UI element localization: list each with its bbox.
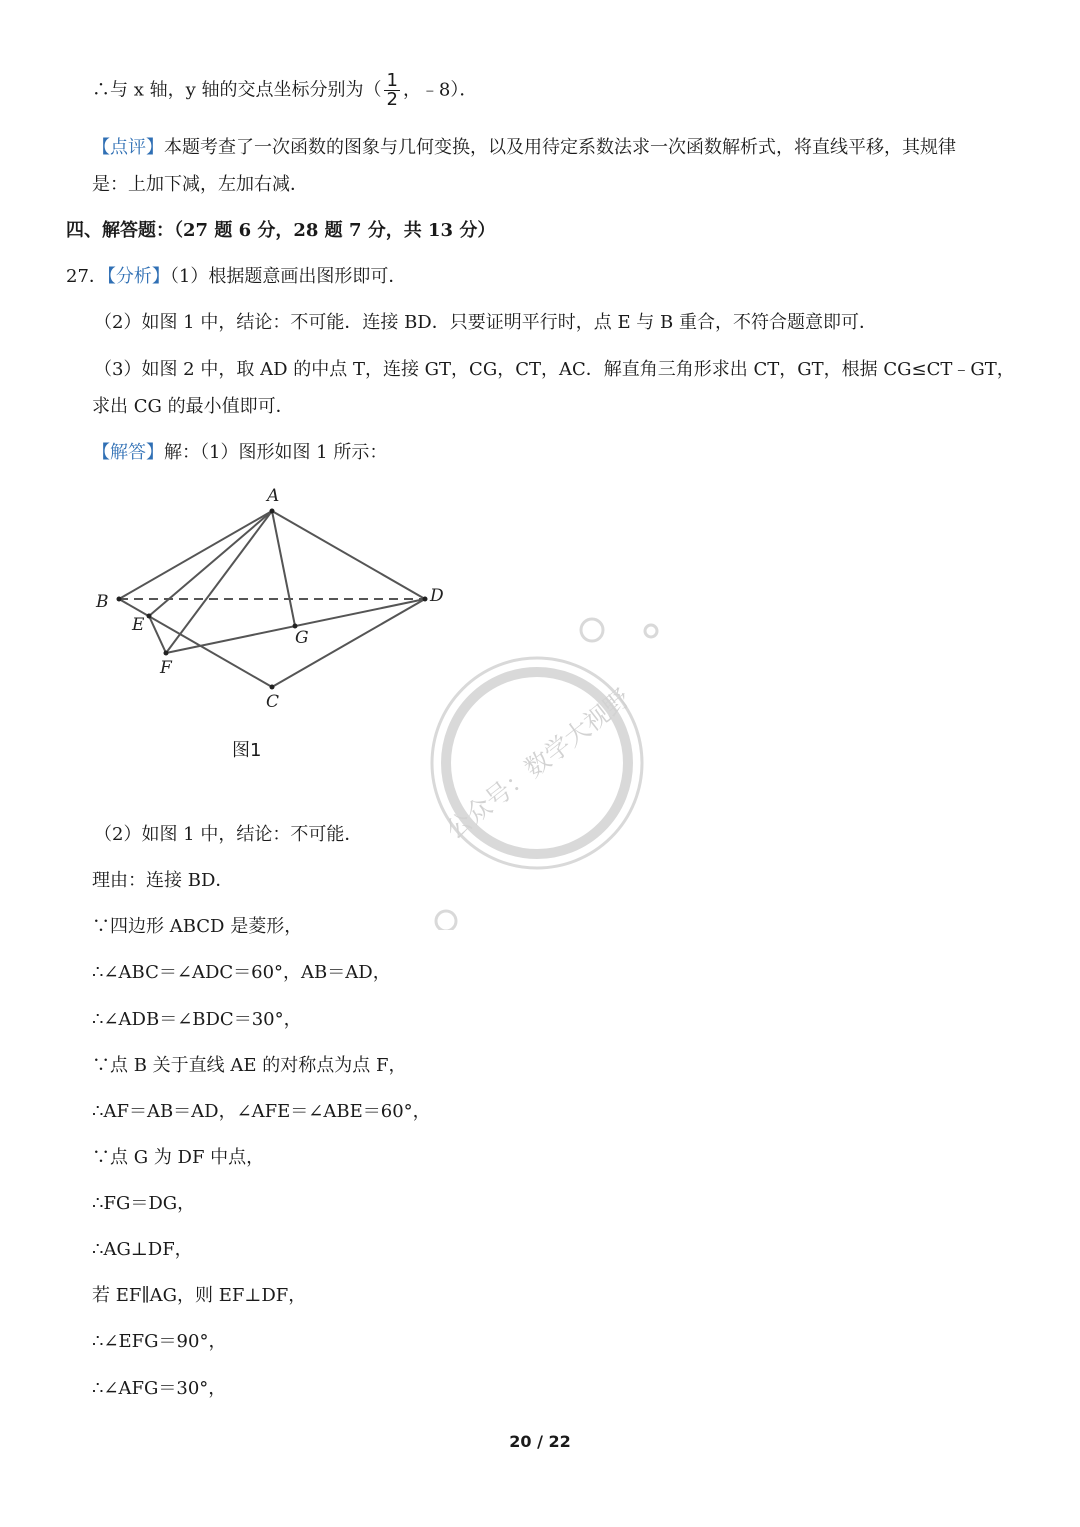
point-e [147,614,152,619]
comment-tag: 【点评】 [92,137,164,158]
point-b [117,597,122,602]
solution-line-6: ∴∠ADB＝∠BDC＝30°， [92,1009,302,1030]
comment-line [92,136,956,160]
analysis-3: （3）如图 2 中，取 AD 的中点 T，连接 GT，CG，CT，AC．解直角三角形求出 CT，GT，根据 CG≤CT﹣GT， [94,359,1015,380]
solution-line-9: ∵点 G 为 DF 中点， [92,1147,265,1168]
solution-line-2: （2）如图 1 中，结论：不可能． [94,824,363,845]
question-27-analysis [66,265,406,289]
intercept-text: ∴与 x 轴，y 轴的交点坐标分别为（ [92,79,382,101]
segment-ae [149,511,272,616]
point-a [270,509,275,514]
answer-line [92,441,387,465]
watermark-text: 公众号：数学大视野 [440,683,636,845]
label-d: D [430,586,444,606]
watermark-seal [420,600,680,930]
label-c: C [266,692,280,712]
label-a: A [267,486,280,506]
analysis-1: （1）根据题意画出图形即可． [169,266,407,287]
segment-af [166,511,272,653]
comment-continuation: 是：上加下减，左加右减． [92,174,308,195]
solution-line-12: 若 EF∥AG，则 EF⊥DF， [92,1285,307,1306]
section-heading: 四、解答题：（27 题 6 分，28 题 7 分，共 13 分） [66,220,496,241]
comment-text: 本题考查了一次函数的图象与几何变换，以及用待定系数法求一次函数解析式，将直线平移，其规律 [164,137,956,158]
figure-caption: 图1 [232,740,262,761]
solution-line-8: ∴AF＝AB＝AD，∠AFE＝∠ABE＝60°， [92,1101,431,1122]
solution-line-7: ∵点 B 关于直线 AE 的对称点为点 F， [92,1055,407,1076]
answer-1: 解：（1）图形如图 1 所示： [164,442,388,463]
watermark-dot-2 [645,625,657,637]
segment-ag [272,511,295,626]
watermark-dot-1 [581,619,603,641]
fraction-one-half: $\frac{1}{2}$ [386,70,398,110]
analysis-tag: 【分析】 [106,266,170,287]
solution-line-11: ∴AG⊥DF， [92,1239,193,1260]
label-e: E [132,615,145,635]
analysis-2: （2）如图 1 中，结论：不可能．连接 BD．只要证明平行时，点 E 与 B 重合，不符合题意即可． [94,312,877,333]
solution-line-10: ∴FG＝DG， [92,1193,196,1214]
solution-line-4: ∵四边形 ABCD 是菱形， [92,916,303,937]
answer-tag: 【解答】 [92,442,164,463]
solution-line-5: ∴∠ABC＝∠ADC＝60°，AB＝AD， [92,962,391,983]
segment-ab [119,511,272,599]
page-number: 20 / 22 [509,1432,571,1451]
solution-line-13: ∴∠EFG＝90°， [92,1331,227,1352]
analysis-3-continued: 求出 CG 的最小值即可． [92,396,294,417]
solution-line-14: ∴∠AFG＝30°， [92,1378,227,1399]
point-c [270,685,275,690]
rhombus-figure-1 [88,482,468,717]
point-f [164,651,169,656]
solution-line-3: 理由：连接 BD． [92,870,234,891]
label-b: B [96,592,109,612]
question-number: 27． [66,266,107,287]
intercept-line: ∴与 x 轴，y 轴的交点坐标分别为（ $\frac{1}{2}$ ，﹣8）． [92,70,478,110]
label-f: F [160,658,172,678]
watermark-dot-3 [436,911,456,930]
segment-ad [272,511,425,599]
label-g: G [295,628,309,648]
